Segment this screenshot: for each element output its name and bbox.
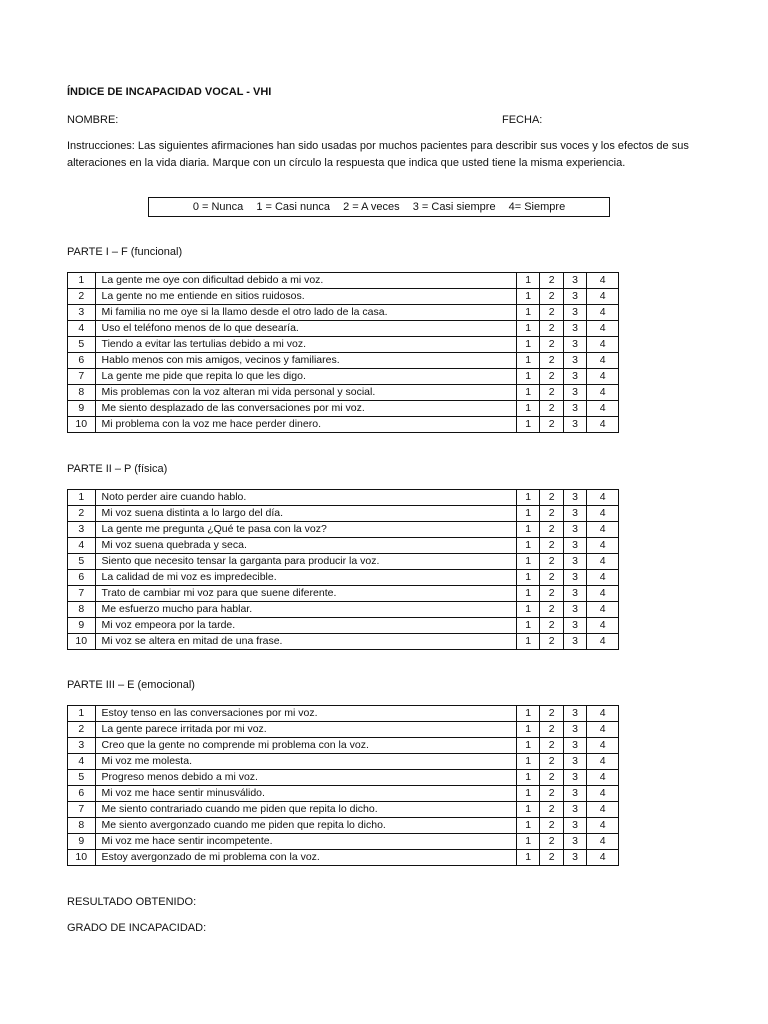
score-option[interactable]: 3 (563, 353, 586, 369)
item-statement: Siento que necesito tensar la garganta para producir la voz. (95, 554, 516, 570)
item-statement: La gente me oye con dificultad debido a mi voz. (95, 273, 516, 289)
item-statement: Me siento avergonzado cuando me piden que repita lo dicho. (95, 818, 516, 834)
score-option[interactable]: 1 (516, 722, 539, 738)
score-option[interactable]: 2 (540, 273, 563, 289)
item-statement: Estoy avergonzado de mi problema con la voz. (95, 850, 516, 866)
table-row (68, 506, 619, 522)
score-option[interactable]: 3 (563, 417, 586, 433)
table-row (68, 289, 619, 305)
item-number: 9 (68, 834, 96, 850)
score-option[interactable]: 1 (516, 385, 539, 401)
item-number: 2 (68, 722, 96, 738)
score-option[interactable]: 2 (540, 754, 563, 770)
item-number: 6 (68, 570, 96, 586)
score-option[interactable]: 4 (587, 802, 619, 818)
item-statement: Progreso menos debido a mi voz. (95, 770, 516, 786)
fecha-label: FECHA: (502, 114, 543, 126)
table-row (68, 417, 619, 433)
score-option[interactable]: 4 (587, 754, 619, 770)
table-row (68, 538, 619, 554)
document-title: ÍNDICE DE INCAPACIDAD VOCAL - VHI (67, 86, 272, 98)
nombre-label: NOMBRE: (67, 114, 119, 126)
score-option[interactable]: 1 (516, 634, 539, 650)
score-option[interactable]: 2 (540, 522, 563, 538)
item-statement: Mi familia no me oye si la llamo desde el otro lado de la casa. (95, 305, 516, 321)
score-option[interactable]: 2 (540, 538, 563, 554)
score-option[interactable]: 1 (516, 337, 539, 353)
score-option[interactable]: 4 (587, 538, 619, 554)
legend-item: 4= Siempre (508, 201, 566, 213)
item-number: 10 (68, 850, 96, 866)
score-option[interactable]: 4 (587, 554, 619, 570)
score-option[interactable]: 3 (563, 554, 586, 570)
score-option[interactable]: 2 (540, 586, 563, 602)
item-number: 7 (68, 586, 96, 602)
item-statement: Mi voz me molesta. (95, 754, 516, 770)
part-3-title: PARTE III – E (emocional) (67, 679, 195, 691)
table-row (68, 834, 619, 850)
item-number: 5 (68, 554, 96, 570)
table-row (68, 754, 619, 770)
item-statement: Mi voz se altera en mitad de una frase. (95, 634, 516, 650)
score-option[interactable]: 2 (540, 706, 563, 722)
item-statement: La gente me pide que repita lo que les digo. (95, 369, 516, 385)
score-option[interactable]: 3 (563, 369, 586, 385)
item-number: 6 (68, 786, 96, 802)
score-option[interactable]: 1 (516, 786, 539, 802)
item-statement: Mi voz suena quebrada y seca. (95, 538, 516, 554)
item-number: 1 (68, 706, 96, 722)
score-option[interactable]: 4 (587, 818, 619, 834)
score-option[interactable]: 4 (587, 618, 619, 634)
score-option[interactable]: 1 (516, 305, 539, 321)
score-option[interactable]: 3 (563, 818, 586, 834)
item-statement: Noto perder aire cuando hablo. (95, 490, 516, 506)
table-row (68, 522, 619, 538)
score-option[interactable]: 2 (540, 818, 563, 834)
score-option[interactable]: 4 (587, 385, 619, 401)
score-option[interactable]: 1 (516, 538, 539, 554)
score-option[interactable]: 3 (563, 570, 586, 586)
score-option[interactable]: 2 (540, 506, 563, 522)
item-number: 4 (68, 538, 96, 554)
item-number: 9 (68, 618, 96, 634)
score-option[interactable]: 3 (563, 802, 586, 818)
score-option[interactable]: 2 (540, 321, 563, 337)
item-statement: La calidad de mi voz es impredecible. (95, 570, 516, 586)
score-option[interactable]: 2 (540, 834, 563, 850)
legend-item: 3 = Casi siempre (412, 201, 496, 213)
score-option[interactable]: 2 (540, 554, 563, 570)
score-option[interactable]: 1 (516, 401, 539, 417)
legend-item: 1 = Casi nunca (256, 201, 331, 213)
score-option[interactable]: 4 (587, 570, 619, 586)
item-number: 3 (68, 522, 96, 538)
table-row (68, 634, 619, 650)
score-option[interactable]: 3 (563, 538, 586, 554)
item-statement: Mi problema con la voz me hace perder dinero. (95, 417, 516, 433)
score-option[interactable]: 3 (563, 273, 586, 289)
score-option[interactable]: 1 (516, 770, 539, 786)
score-option[interactable]: 4 (587, 834, 619, 850)
score-option[interactable]: 3 (563, 754, 586, 770)
item-number: 8 (68, 602, 96, 618)
table-row (68, 850, 619, 866)
item-number: 10 (68, 417, 96, 433)
score-option[interactable]: 2 (540, 353, 563, 369)
score-option[interactable]: 4 (587, 738, 619, 754)
score-option[interactable]: 3 (563, 522, 586, 538)
item-number: 7 (68, 802, 96, 818)
item-statement: Hablo menos con mis amigos, vecinos y familiares. (95, 353, 516, 369)
item-statement: Tiendo a evitar las tertulias debido a mi voz. (95, 337, 516, 353)
score-option[interactable]: 2 (540, 602, 563, 618)
score-option[interactable]: 4 (587, 353, 619, 369)
item-number: 2 (68, 289, 96, 305)
score-option[interactable]: 2 (540, 722, 563, 738)
table-row (68, 618, 619, 634)
item-number: 5 (68, 770, 96, 786)
table-row (68, 738, 619, 754)
legend-item: 0 = Nunca (192, 201, 244, 213)
score-option[interactable]: 4 (587, 506, 619, 522)
score-option[interactable]: 3 (563, 850, 586, 866)
score-option[interactable]: 2 (540, 786, 563, 802)
score-option[interactable]: 1 (516, 506, 539, 522)
item-statement: Me siento desplazado de las conversaciones por mi voz. (95, 401, 516, 417)
score-option[interactable]: 4 (587, 305, 619, 321)
part-3-table (67, 705, 619, 866)
score-option[interactable]: 2 (540, 385, 563, 401)
score-option[interactable]: 3 (563, 738, 586, 754)
item-number: 9 (68, 401, 96, 417)
table-row (68, 353, 619, 369)
score-option[interactable]: 1 (516, 490, 539, 506)
item-statement: Trato de cambiar mi voz para que suene diferente. (95, 586, 516, 602)
score-option[interactable]: 1 (516, 369, 539, 385)
score-option[interactable]: 3 (563, 602, 586, 618)
score-option[interactable]: 2 (540, 401, 563, 417)
score-option[interactable]: 2 (540, 570, 563, 586)
item-statement: Me siento contrariado cuando me piden que repita lo dicho. (95, 802, 516, 818)
table-row (68, 602, 619, 618)
item-number: 8 (68, 818, 96, 834)
scale-legend (148, 197, 610, 217)
score-option[interactable]: 4 (587, 337, 619, 353)
score-option[interactable]: 4 (587, 401, 619, 417)
score-option[interactable]: 1 (516, 850, 539, 866)
score-option[interactable]: 1 (516, 618, 539, 634)
table-row (68, 722, 619, 738)
score-option[interactable]: 1 (516, 706, 539, 722)
score-option[interactable]: 3 (563, 385, 586, 401)
score-option[interactable]: 4 (587, 369, 619, 385)
score-option[interactable]: 1 (516, 738, 539, 754)
score-option[interactable]: 2 (540, 289, 563, 305)
part-1-title: PARTE I – F (funcional) (67, 246, 183, 258)
table-row (68, 786, 619, 802)
item-number: 3 (68, 305, 96, 321)
score-option[interactable]: 2 (540, 417, 563, 433)
table-row (68, 401, 619, 417)
score-option[interactable]: 1 (516, 289, 539, 305)
item-number: 3 (68, 738, 96, 754)
table-row (68, 305, 619, 321)
score-option[interactable]: 1 (516, 802, 539, 818)
table-row (68, 554, 619, 570)
item-statement: Mi voz suena distinta a lo largo del día. (95, 506, 516, 522)
score-option[interactable]: 1 (516, 321, 539, 337)
score-option[interactable]: 3 (563, 634, 586, 650)
score-option[interactable]: 3 (563, 586, 586, 602)
score-option[interactable]: 4 (587, 786, 619, 802)
table-row (68, 570, 619, 586)
score-option[interactable]: 2 (540, 850, 563, 866)
score-option[interactable]: 1 (516, 602, 539, 618)
score-option[interactable]: 4 (587, 417, 619, 433)
item-number: 5 (68, 337, 96, 353)
item-statement: Estoy tenso en las conversaciones por mi voz. (95, 706, 516, 722)
item-number: 6 (68, 353, 96, 369)
table-row (68, 385, 619, 401)
item-statement: Creo que la gente no comprende mi problema con la voz. (95, 738, 516, 754)
score-option[interactable]: 1 (516, 353, 539, 369)
item-number: 7 (68, 369, 96, 385)
table-row (68, 490, 619, 506)
score-option[interactable]: 4 (587, 289, 619, 305)
grado-label: GRADO DE INCAPACIDAD: (67, 922, 207, 934)
part-2-table (67, 489, 619, 650)
item-statement: Mi voz me hace sentir incompetente. (95, 834, 516, 850)
score-option[interactable]: 2 (540, 634, 563, 650)
score-option[interactable]: 1 (516, 522, 539, 538)
score-option[interactable]: 1 (516, 754, 539, 770)
score-option[interactable]: 2 (540, 337, 563, 353)
score-option[interactable]: 3 (563, 321, 586, 337)
item-number: 1 (68, 273, 96, 289)
score-option[interactable]: 2 (540, 618, 563, 634)
score-option[interactable]: 2 (540, 305, 563, 321)
score-option[interactable]: 3 (563, 618, 586, 634)
instructions-text: Instrucciones: Las siguientes afirmaciones han sido usadas por muchos pacientes para describir sus voces y los efectos de sus alteraciones en la vida diaria. Marque con un círculo la respuesta que indica que usted tiene la misma experiencia. (67, 140, 689, 169)
item-statement: Me esfuerzo mucho para hablar. (95, 602, 516, 618)
item-number: 4 (68, 754, 96, 770)
item-statement: La gente me pregunta ¿Qué te pasa con la voz? (95, 522, 516, 538)
score-option[interactable]: 4 (587, 586, 619, 602)
resultado-label: RESULTADO OBTENIDO: (67, 896, 197, 908)
score-option[interactable]: 1 (516, 586, 539, 602)
score-option[interactable]: 1 (516, 417, 539, 433)
score-option[interactable]: 3 (563, 770, 586, 786)
part-2-title: PARTE II – P (física) (67, 463, 168, 475)
score-option[interactable]: 4 (587, 722, 619, 738)
item-statement: Mis problemas con la voz alteran mi vida personal y social. (95, 385, 516, 401)
score-option[interactable]: 2 (540, 738, 563, 754)
score-option[interactable]: 3 (563, 490, 586, 506)
score-option[interactable]: 3 (563, 401, 586, 417)
table-row (68, 586, 619, 602)
table-row (68, 273, 619, 289)
table-row (68, 706, 619, 722)
table-row (68, 369, 619, 385)
part-1-table (67, 272, 619, 433)
score-option[interactable]: 4 (587, 273, 619, 289)
score-option[interactable]: 3 (563, 289, 586, 305)
item-statement: Mi voz empeora por la tarde. (95, 618, 516, 634)
score-option[interactable]: 3 (563, 834, 586, 850)
score-option[interactable]: 4 (587, 634, 619, 650)
table-row (68, 818, 619, 834)
item-number: 10 (68, 634, 96, 650)
item-statement: La gente parece irritada por mi voz. (95, 722, 516, 738)
score-option[interactable]: 3 (563, 337, 586, 353)
score-option[interactable]: 1 (516, 834, 539, 850)
score-option[interactable]: 4 (587, 850, 619, 866)
item-statement: Uso el teléfono menos de lo que desearía. (95, 321, 516, 337)
score-option[interactable]: 4 (587, 770, 619, 786)
item-number: 8 (68, 385, 96, 401)
table-row (68, 337, 619, 353)
table-row (68, 770, 619, 786)
item-statement: Mi voz me hace sentir minusválido. (95, 786, 516, 802)
score-option[interactable]: 4 (587, 490, 619, 506)
table-row (68, 802, 619, 818)
score-option[interactable]: 3 (563, 722, 586, 738)
item-statement: La gente no me entiende en sitios ruidosos. (95, 289, 516, 305)
item-number: 2 (68, 506, 96, 522)
table-row (68, 321, 619, 337)
score-option[interactable]: 1 (516, 273, 539, 289)
score-option[interactable]: 1 (516, 818, 539, 834)
score-option[interactable]: 1 (516, 554, 539, 570)
score-option[interactable]: 4 (587, 602, 619, 618)
score-option[interactable]: 3 (563, 786, 586, 802)
score-option[interactable]: 2 (540, 369, 563, 385)
score-option[interactable]: 2 (540, 802, 563, 818)
score-option[interactable]: 4 (587, 522, 619, 538)
score-option[interactable]: 2 (540, 490, 563, 506)
item-number: 1 (68, 490, 96, 506)
item-number: 4 (68, 321, 96, 337)
score-option[interactable]: 3 (563, 506, 586, 522)
score-option[interactable]: 1 (516, 570, 539, 586)
legend-item: 2 = A veces (343, 201, 400, 213)
score-option[interactable]: 4 (587, 706, 619, 722)
score-option[interactable]: 2 (540, 770, 563, 786)
score-option[interactable]: 3 (563, 305, 586, 321)
score-option[interactable]: 4 (587, 321, 619, 337)
score-option[interactable]: 3 (563, 706, 586, 722)
